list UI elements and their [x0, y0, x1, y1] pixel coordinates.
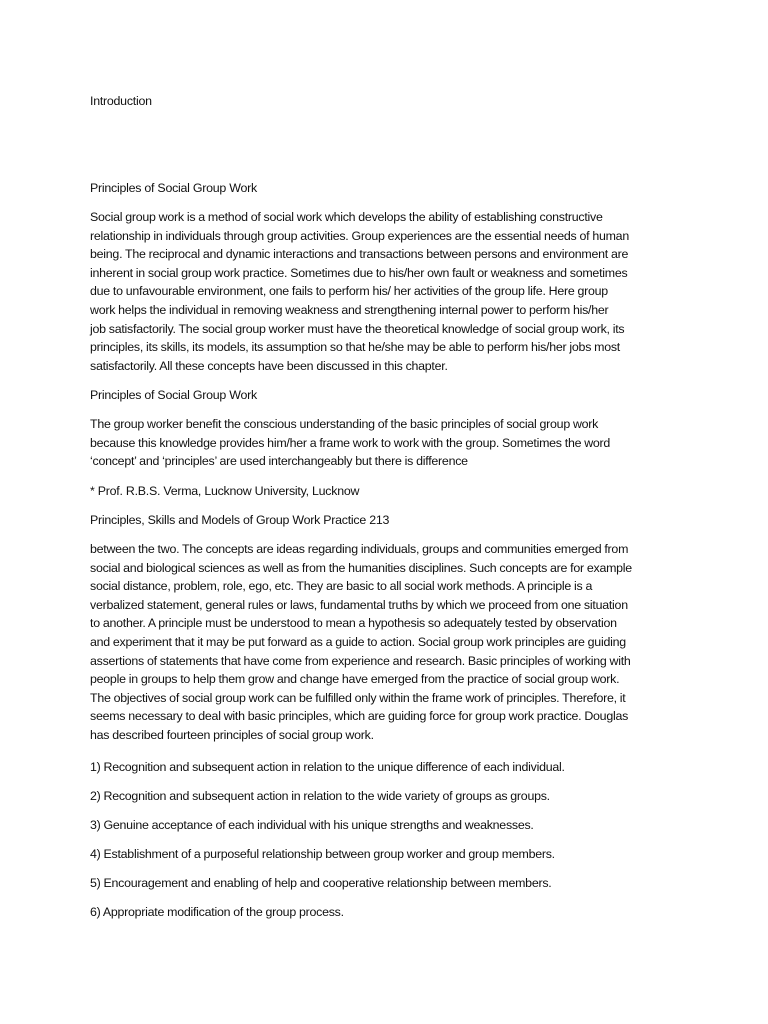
paragraph-1-line: inherent in social group work practice. Sometimes due to his/her own fault or weakness and sometimes: [90, 265, 628, 280]
paragraph-3-line: and experiment that it may be put forward as a guide to action. Social group work principles are guiding: [90, 634, 626, 649]
paragraph-1-line: Social group work is a method of social work which develops the ability of establishing constructive: [90, 210, 603, 224]
paragraph-1-line: due to unfavourable environment, one fails to perform his/ her activities of the group life. Here group: [90, 284, 608, 299]
paragraph-1-line: job satisfactorily. The social group worker must have the theoretical knowledge of social group work, its: [90, 321, 625, 336]
paragraph-3-line: people in groups to help them grow and change have emerged from the practice of social group work.: [90, 672, 620, 687]
intro-heading: Introduction: [90, 94, 152, 108]
paragraph-2-line: ‘concept’ and ‘principles’ are used interchangeably but there is difference: [90, 454, 468, 469]
paragraph-3: [90, 540, 690, 745]
paragraph-3-line: social distance, problem, role, ego, etc. They are basic to all social work methods. A principle is a: [90, 579, 593, 594]
paragraph-1-line: principles, its skills, its models, its assumption so that he/she may be able to perform his/her jobs most: [90, 340, 620, 355]
paragraph-3-line: assertions of statements that have come from experience and research. Basic principles of working with: [90, 653, 631, 668]
paragraph-2: [90, 415, 690, 471]
paragraph-1: [90, 208, 690, 375]
paragraph-3-line: verbalized statement, general rules or laws, fundamental truths by which we proceed from one situation: [90, 597, 628, 612]
principle-list-item: 2) Recognition and subsequent action in relation to the wide variety of groups as groups.: [90, 789, 550, 803]
principle-list-item: 1) Recognition and subsequent action in relation to the unique difference of each individual.: [90, 760, 565, 774]
paragraph-3-line: seems necessary to deal with basic principles, which are guiding force for group work practice. Douglas: [90, 709, 629, 724]
principle-list-item: 6) Appropriate modification of the group process.: [90, 905, 344, 919]
principle-list-item: 5) Encouragement and enabling of help and cooperative relationship between members.: [90, 876, 552, 890]
section-heading-1: Principles of Social Group Work: [90, 181, 257, 195]
principle-list-item: 4) Establishment of a purposeful relationship between group worker and group members.: [90, 847, 555, 861]
paragraph-3-line: has described fourteen principles of social group work.: [90, 727, 374, 742]
running-header: Principles, Skills and Models of Group Work Practice 213: [90, 513, 390, 527]
paragraph-3-line: between the two. The concepts are ideas regarding individuals, groups and communities emerged from: [90, 542, 629, 556]
paragraph-1-line: relationship in individuals through group activities. Group experiences are the essential needs of human: [90, 228, 629, 243]
author-footnote: * Prof. R.B.S. Verma, Lucknow University, Lucknow: [90, 484, 360, 498]
paragraph-1-line: work helps the individual in removing weakness and strengthening internal power to perform his/her: [90, 302, 609, 317]
paragraph-2-line: because this knowledge provides him/her a frame work to work with the group. Sometimes the word: [90, 435, 611, 450]
principle-list-item: 3) Genuine acceptance of each individual with his unique strengths and weaknesses.: [90, 818, 534, 832]
paragraph-1-line: being. The reciprocal and dynamic interactions and transactions between persons and environment are: [90, 247, 629, 262]
paragraph-3-line: The objectives of social group work can be fulfilled only within the frame work of principles. Therefore, it: [90, 690, 626, 705]
paragraph-3-line: to another. A principle must be understood to mean a hypothesis so adequately tested by observation: [90, 616, 617, 631]
paragraph-1-line: satisfactorily. All these concepts have been discussed in this chapter.: [90, 358, 448, 373]
paragraph-3-line: social and biological sciences as well as from the humanities disciplines. Such concepts are for example: [90, 560, 632, 575]
paragraph-2-line: The group worker benefit the conscious understanding of the basic principles of social group work: [90, 417, 599, 431]
section-heading-2: Principles of Social Group Work: [90, 388, 257, 402]
